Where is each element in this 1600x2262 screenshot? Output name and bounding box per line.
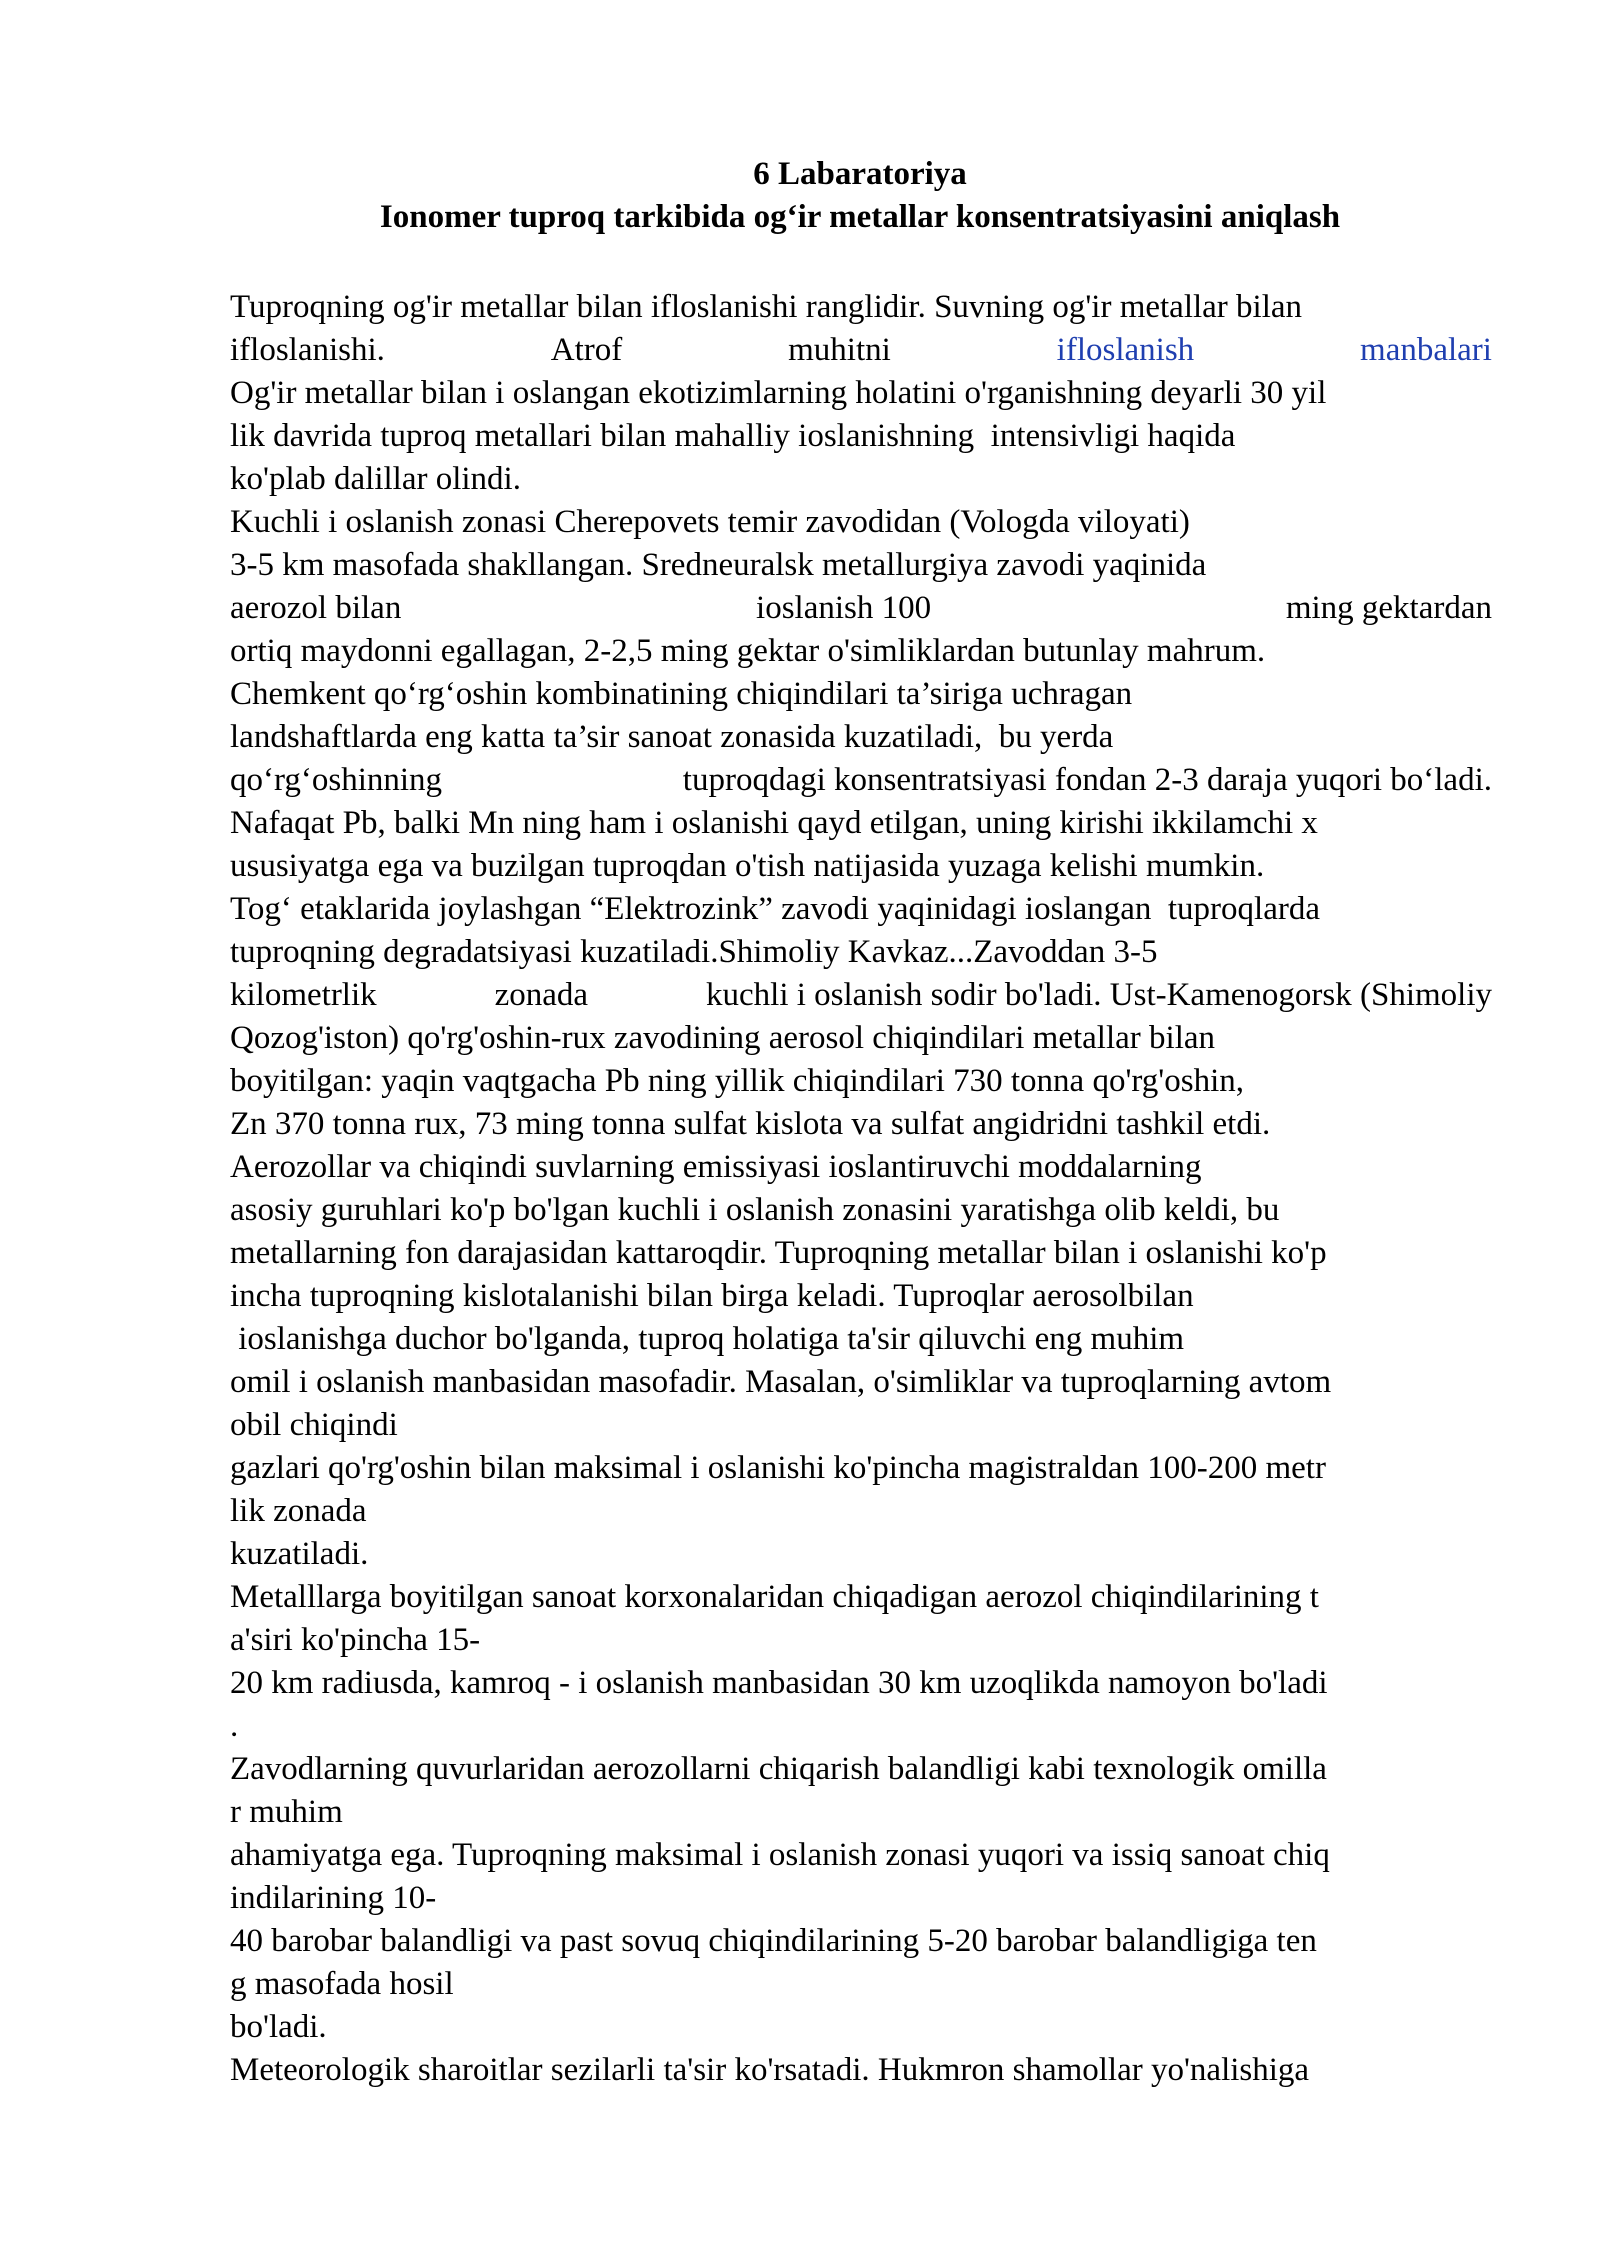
body-line: landshaftlarda eng katta ta’sir sanoat zonasida kuzatiladi, bu yerda (230, 719, 1114, 755)
body-line-justified (230, 974, 1492, 1017)
body-line: kuzatiladi. (230, 1536, 369, 1572)
body-line-justified (230, 329, 1492, 372)
ifloslanish-link[interactable]: ifloslanish (1056, 332, 1195, 368)
body-line: 40 barobar balandligi va past sovuq chiqindilarining 5-20 barobar balandligiga ten (230, 1923, 1317, 1959)
body-text-part: kuchli i oslanish sodir bo'ladi. Ust-Kamenogorsk (Shimoliy (706, 977, 1492, 1013)
body-line: Meteorologik sharoitlar sezilarli ta'sir ko'rsatadi. Hukmron shamollar yo'nalishiga (230, 2052, 1310, 2088)
body-line-justified (230, 587, 1492, 630)
body-word: muhitni (788, 332, 891, 368)
manbalari-link[interactable]: manbalari (1360, 332, 1492, 368)
body-line: Zn 370 tonna rux, 73 ming tonna sulfat kislota va sulfat angidridni tashkil etdi. (230, 1106, 1271, 1142)
body-line: indilarining 10- (230, 1880, 437, 1916)
body-line: tuproqning degradatsiyasi kuzatiladi.Shimoliy Kavkaz...Zavoddan 3-5 (230, 934, 1158, 970)
body-line: Metalllarga boyitilgan sanoat korxonalaridan chiqadigan aerozol chiqindilarining t (230, 1579, 1319, 1615)
body-line: 20 km radiusda, kamroq - i oslanish manbasidan 30 km uzoqlikda namoyon bo'ladi (230, 1665, 1328, 1701)
body-line: Tog‘ etaklarida joylashgan “Elektrozink” zavodi yaqinidagi ioslangan tuproqlarda (230, 891, 1320, 927)
body-text-part: tuproqdagi konsentratsiyasi fondan 2-3 daraja yuqori bo‘ladi. (682, 762, 1492, 798)
body-text-part: zonada (494, 977, 589, 1013)
body-line: ahamiyatga ega. Tuproqning maksimal i oslanish zonasi yuqori va issiq sanoat chiq (230, 1837, 1330, 1873)
body-text-part: qo‘rg‘oshinning (230, 762, 443, 798)
body-text-part: ming gektardan (1285, 590, 1492, 626)
body-line: ortiq maydonni egallagan, 2-2,5 ming gektar o'simliklardan butunlay mahrum. (230, 633, 1266, 669)
document-subtitle: Ionomer tuproq tarkibida og‘ir metallar konsentratsiyasini aniqlash (379, 199, 1341, 235)
body-line: Nafaqat Pb, balki Mn ning ham i oslanishi qayd etilgan, uning kirishi ikkilamchi x (230, 805, 1318, 841)
body-line: ko'plab dalillar olindi. (230, 461, 521, 497)
body-line: a'siri ko'pincha 15- (230, 1622, 481, 1658)
body-word: Atrof (550, 332, 623, 368)
body-text-part: kilometrlik (230, 977, 377, 1013)
body-line: boyitilgan: yaqin vaqtgacha Pb ning yillik chiqindilari 730 tonna qo'rg'oshin, (230, 1063, 1244, 1099)
body-line: Zavodlarning quvurlaridan aerozollarni chiqarish balandligi kabi texnologik omilla (230, 1751, 1327, 1787)
body-line: omil i oslanish manbasidan masofadir. Masalan, o'simliklar va tuproqlarning avtom (230, 1364, 1332, 1400)
body-line-justified (230, 759, 1492, 802)
body-line: 3-5 km masofada shakllangan. Sredneuralsk metallurgiya zavodi yaqinida (230, 547, 1207, 583)
body-line: Chemkent qo‘rg‘oshin kombinatining chiqindilari ta’siriga uchragan (230, 676, 1133, 712)
body-line: r muhim (230, 1794, 343, 1830)
body-line: . (230, 1708, 239, 1744)
body-line: g masofada hosil (230, 1966, 454, 2002)
document-title: 6 Labaratoriya (753, 156, 967, 192)
body-line: asosiy guruhlari ko'p bo'lgan kuchli i oslanish zonasini yaratishga olib keldi, bu (230, 1192, 1280, 1228)
body-line: obil chiqindi (230, 1407, 398, 1443)
body-line: Tuproqning og'ir metallar bilan ifloslanishi ranglidir. Suvning og'ir metallar bilan (230, 289, 1303, 325)
body-text-part: aerozol bilan (230, 590, 402, 626)
body-line: gazlari qo'rg'oshin bilan maksimal i oslanishi ko'pincha magistraldan 100-200 metr (230, 1450, 1326, 1486)
body-line: Og'ir metallar bilan i oslangan ekotizimlarning holatini o'rganishning deyarli 30 yil (230, 375, 1327, 411)
body-line: bo'ladi. (230, 2009, 327, 2045)
body-line: Qozog'iston) qo'rg'oshin-rux zavodining aerosol chiqindilari metallar bilan (230, 1020, 1216, 1056)
body-word: ifloslanishi. (230, 332, 385, 368)
body-line: ususiyatga ega va buzilgan tuproqdan o'tish natijasida yuzaga kelishi mumkin. (230, 848, 1265, 884)
body-line: Aerozollar va chiqindi suvlarning emissiyasi ioslantiruvchi moddalarning (230, 1149, 1202, 1185)
body-line: Kuchli i oslanish zonasi Cherepovets temir zavodidan (Vologda viloyati) (230, 504, 1190, 540)
body-line: incha tuproqning kislotalanishi bilan birga keladi. Tuproqlar aerosolbilan (230, 1278, 1194, 1314)
body-line: lik davrida tuproq metallari bilan mahalliy ioslanishning intensivligi haqida (230, 418, 1236, 454)
body-line: metallarning fon darajasidan kattaroqdir. Tuproqning metallar bilan i oslanishi ko'p (230, 1235, 1327, 1271)
body-line: ioslanishga duchor bo'lganda, tuproq holatiga ta'sir qiluvchi eng muhim (230, 1321, 1185, 1357)
body-text-part: ioslanish 100 (756, 590, 932, 626)
body-line: lik zonada (230, 1493, 367, 1529)
